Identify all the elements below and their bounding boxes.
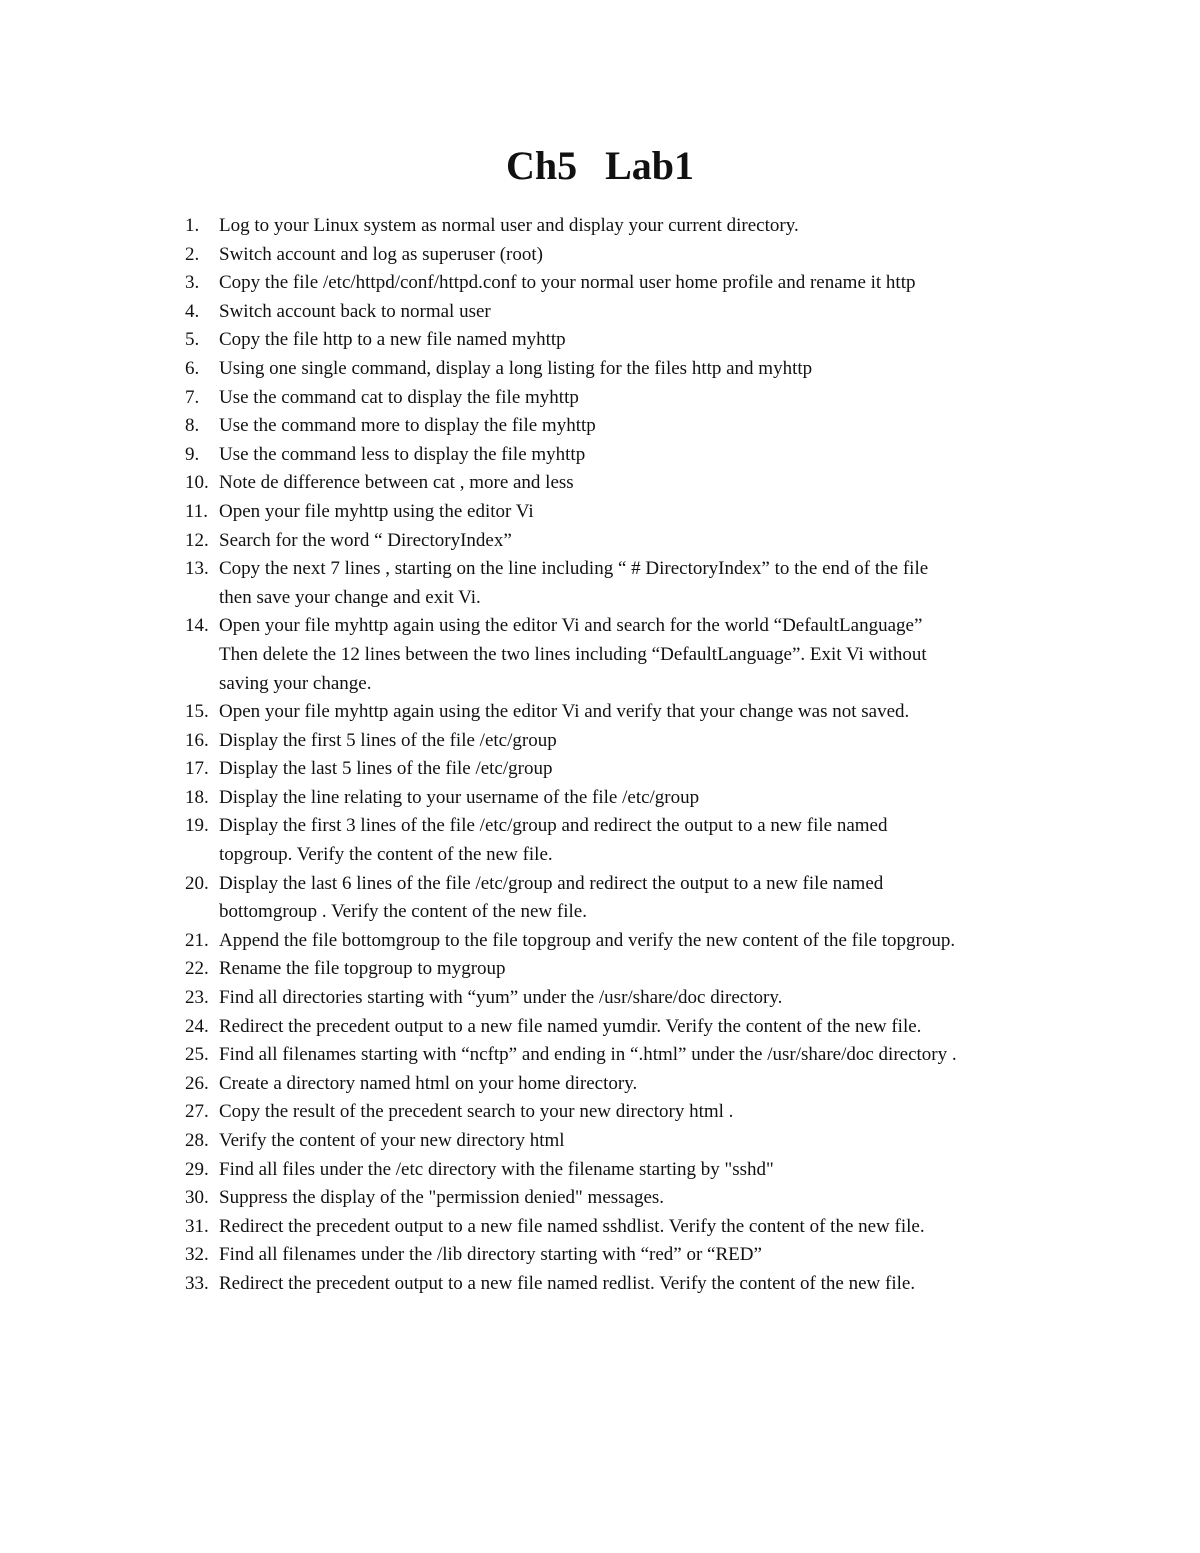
task-text-line: Redirect the precedent output to a new file named redlist. Verify the content of the new file. [219, 1272, 916, 1294]
task-number: 28. [185, 1130, 209, 1151]
task-number: 21. [185, 929, 209, 951]
task-number: 33. [185, 1272, 209, 1294]
task-number: 5. [185, 329, 200, 351]
task-item [0, 384, 1200, 413]
task-item [0, 612, 1200, 698]
task-item [0, 355, 1200, 384]
task-number: 24. [185, 1015, 209, 1037]
task-number: 6. [185, 357, 200, 379]
task-text-line: Copy the next 7 lines , starting on the line including “ # DirectoryIndex” to the end of the file [219, 558, 929, 580]
task-text-line: Using one single command, display a long listing for the files http and myhttp [219, 357, 813, 379]
task-text-line: Note de difference between cat , more and less [219, 472, 574, 494]
task-item [0, 698, 1200, 727]
task-text-line: Switch account back to normal user [219, 300, 491, 322]
task-item [0, 1241, 1200, 1270]
task-text-line: Append the file bottomgroup to the file topgroup and verify the new content of the file topgroup. [219, 929, 956, 951]
task-text-line: Copy the file http to a new file named myhttp [219, 329, 566, 351]
task-item [0, 269, 1200, 298]
task-text-line: Find all directories starting with “yum” under the /usr/share/doc directory. [219, 987, 783, 1009]
task-number: 3. [185, 272, 200, 294]
task-text-line: Find all files under the /etc directory with the filename starting by "sshd" [219, 1158, 774, 1180]
task-number: 17. [185, 758, 209, 780]
task-number: 13. [185, 558, 209, 580]
task-text-line: Suppress the display of the "permission denied" messages. [219, 1187, 665, 1209]
task-text-line: Use the command cat to display the file myhttp [219, 386, 579, 408]
task-item [0, 1270, 1200, 1299]
task-text-line: Redirect the precedent output to a new file named yumdir. Verify the content of the new file. [219, 1015, 922, 1037]
task-text-line: Display the line relating to your username of the file /etc/group [219, 786, 700, 808]
task-number: 18. [185, 786, 209, 808]
task-text-line: Copy the result of the precedent search to your new directory html . [219, 1101, 734, 1123]
task-item [0, 241, 1200, 270]
task-item [0, 1070, 1200, 1099]
task-text-line: topgroup. Verify the content of the new file. [219, 844, 553, 866]
task-text-line: Open your file myhttp using the editor Vi [219, 500, 534, 522]
task-item [0, 441, 1200, 470]
task-text-line: Display the last 5 lines of the file /etc/group [219, 758, 553, 780]
task-text-line: Display the last 6 lines of the file /etc/group and redirect the output to a new file named [219, 872, 884, 894]
task-text-line: Log to your Linux system as normal user and display your current directory. [219, 215, 799, 236]
task-item [0, 1098, 1200, 1127]
task-text-line: Then delete the 12 lines between the two lines including “DefaultLanguage”. Exit Vi without [219, 643, 927, 665]
task-number: 25. [185, 1044, 209, 1066]
task-number: 8. [185, 415, 200, 437]
task-item [0, 212, 1200, 241]
task-text-line: Open your file myhttp again using the editor Vi and search for the world “DefaultLanguage” [219, 615, 923, 637]
task-item [0, 527, 1200, 556]
task-text-line: Rename the file topgroup to mygroup [219, 958, 506, 980]
task-text-line: Search for the word “ DirectoryIndex” [219, 529, 512, 551]
task-text-line: Find all filenames under the /lib directory starting with “red” or “RED” [219, 1244, 762, 1266]
task-item [0, 755, 1200, 784]
task-text-line: Display the first 3 lines of the file /etc/group and redirect the output to a new file named [219, 815, 888, 837]
task-number: 7. [185, 386, 200, 408]
task-number: 31. [185, 1215, 209, 1237]
task-text-line: Use the command less to display the file myhttp [219, 443, 586, 465]
task-number: 9. [185, 443, 200, 465]
page-title: Ch5 Lab1 [505, 143, 695, 188]
task-number: 16. [185, 729, 209, 751]
task-number: 1. [185, 215, 200, 236]
task-item [0, 984, 1200, 1013]
task-number: 2. [185, 243, 200, 265]
task-number: 20. [185, 872, 209, 894]
task-text-line: Copy the file /etc/httpd/conf/httpd.conf to your normal user home profile and rename it http [219, 272, 916, 294]
task-text-line: Find all filenames starting with “ncftp” and ending in “.html” under the /usr/share/doc directory . [219, 1044, 957, 1066]
task-number: 4. [185, 300, 200, 322]
task-number: 26. [185, 1072, 209, 1094]
task-text-line: Use the command more to display the file myhttp [219, 415, 596, 437]
task-text-line: Display the first 5 lines of the file /etc/group [219, 729, 557, 751]
task-item [0, 1156, 1200, 1185]
task-number: 30. [185, 1187, 209, 1209]
task-number: 29. [185, 1158, 209, 1180]
task-number: 10. [185, 472, 209, 494]
task-text-line: Open your file myhttp again using the editor Vi and verify that your change was not saved. [219, 701, 910, 723]
task-item [0, 870, 1200, 927]
task-text-line: bottomgroup . Verify the content of the new file. [219, 901, 587, 923]
task-text-line: Create a directory named html on your home directory. [219, 1072, 638, 1094]
task-text-line: saving your change. [219, 672, 372, 694]
task-item [0, 812, 1200, 869]
task-text-line: Verify the content of your new directory html [219, 1130, 565, 1151]
task-number: 12. [185, 529, 209, 551]
task-item [0, 955, 1200, 984]
task-item [0, 1184, 1200, 1213]
task-item [0, 298, 1200, 327]
task-number: 32. [185, 1244, 209, 1266]
task-item [0, 1213, 1200, 1242]
task-number: 19. [185, 815, 209, 837]
task-item [0, 498, 1200, 527]
task-item [0, 412, 1200, 441]
task-number: 22. [185, 958, 209, 980]
task-item [0, 1041, 1200, 1070]
task-item [0, 927, 1200, 956]
task-list [0, 212, 1200, 1299]
task-item [0, 784, 1200, 813]
task-number: 23. [185, 987, 209, 1009]
task-text-line: then save your change and exit Vi. [219, 586, 481, 608]
task-number: 27. [185, 1101, 209, 1123]
task-item [0, 727, 1200, 756]
task-number: 11. [185, 500, 209, 522]
task-number: 14. [185, 615, 209, 637]
task-item [0, 469, 1200, 498]
task-item [0, 326, 1200, 355]
task-text-line: Switch account and log as superuser (root) [219, 243, 543, 265]
task-text-line: Redirect the precedent output to a new file named sshdlist. Verify the content of the new file. [219, 1215, 925, 1237]
task-item [0, 1127, 1200, 1156]
task-number: 15. [185, 701, 209, 723]
task-item [0, 1013, 1200, 1042]
task-item [0, 555, 1200, 612]
